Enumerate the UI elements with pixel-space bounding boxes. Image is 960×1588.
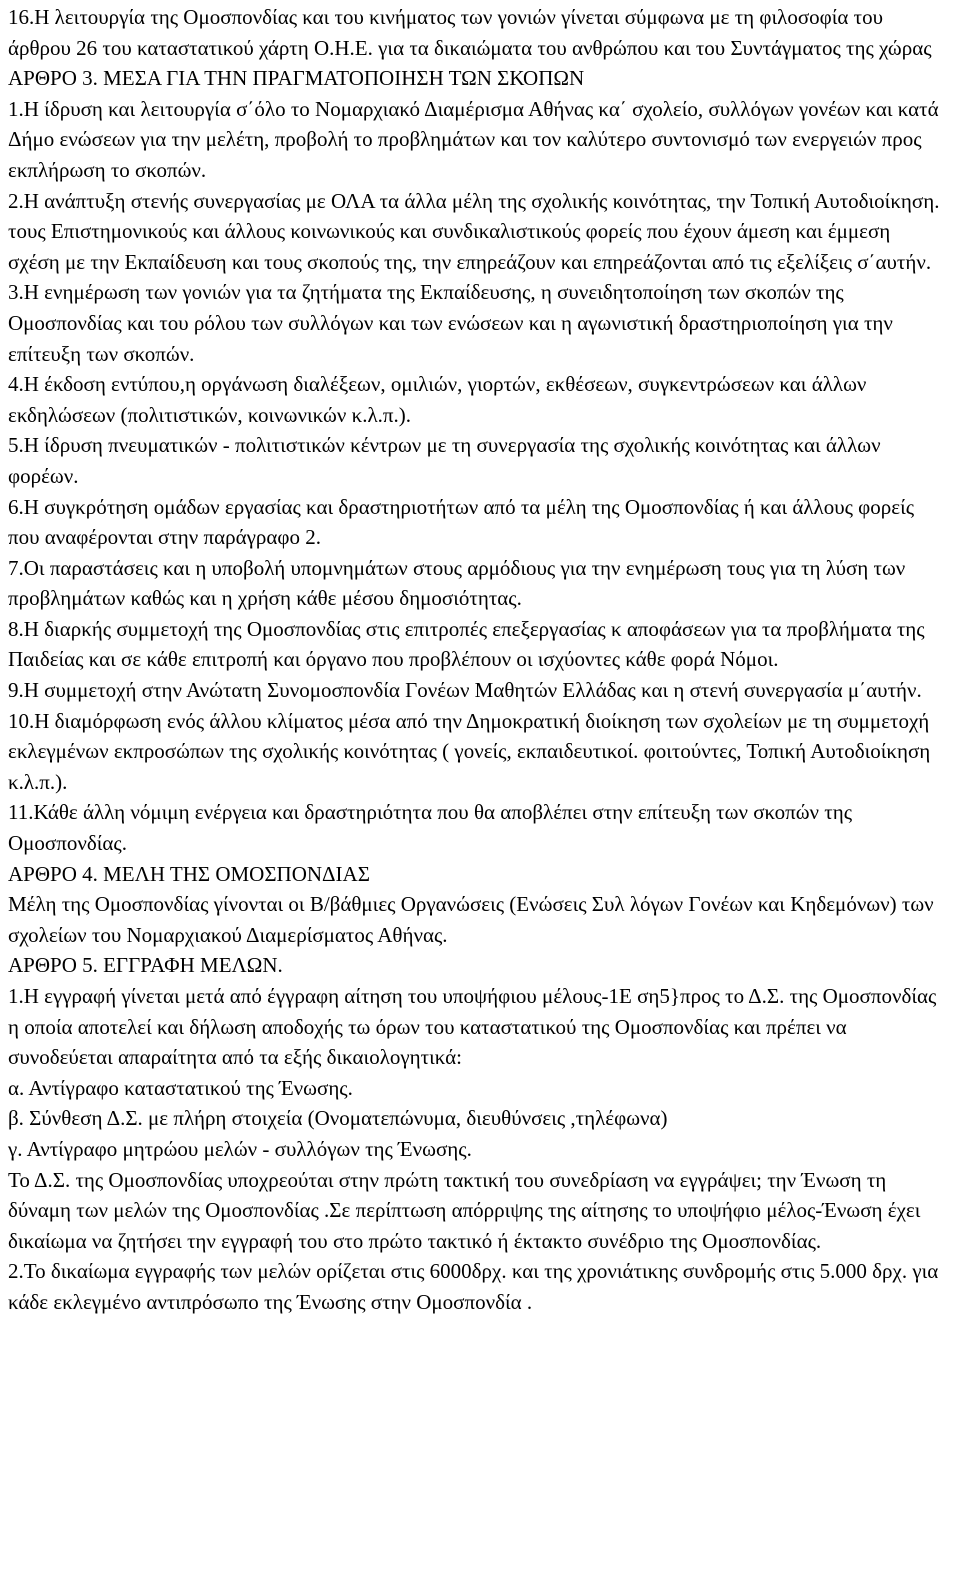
paragraph-3-5: 5.Η ίδρυση πνευματικών - πολιτιστικών κέντρων με τη συνεργασία της σχολικής κοινότητας και άλλων φορέων.	[8, 433, 881, 488]
paragraph-5-2: 2.Το δικαίωμα εγγραφής των μελών ορίζεται στις 6000δρχ. και της χρονιάτικης συνδρομής στις 5.000 δρχ. για κάδε εκλεγμένο αντιπρόσωπο της Ένωσης στην Ομοσπονδία .	[8, 1259, 939, 1314]
paragraph-3-11: 11.Κάθε άλλη νόμιμη ενέργεια και δραστηριότητα που θα αποβλέπει στην επίτευξη των σκοπών της Ομοσπονδίας.	[8, 800, 853, 856]
list-item-a: α. Αντίγραφο καταστατικού της Ένωσης.	[8, 1075, 353, 1100]
heading-article-4: ΑΡΘΡΟ 4. ΜΕΛΗ ΤΗΣ ΟΜΟΣΠΟΝΔΙΑΣ	[8, 861, 370, 886]
heading-article-3: ΑΡΘΡΟ 3. ΜΕΣΑ ΓΙΑ ΤΗΝ ΠΡΑΓΜΑΤΟΠΟΙΗΣΗ ΤΩΝ ΣΚΟΠΩΝ	[8, 66, 585, 91]
paragraph-5-board: Το Δ.Σ. της Ομοσπονδίας υποχρεούται στην πρώτη τακτική του συνεδρίαση να εγγράψει; την Ένωση τη δύναμη των μελών της Ομοσπονδίας .Σε περίπτωση απόρριψης της αίτησης το υποψήφιο μέλος-Ένωση έχει δικαίωμα να ζητήσει την εγγραφή του στο πρώτο τακτικό ή έκτακτο συνέδριο της Ομοσπονδίας.	[8, 1167, 921, 1253]
paragraph-3-4: 4.Η έκδοση εντύπου,η οργάνωση διαλέξεων, ομιλιών, γιορτών, εκθέσεων, συγκεντρώσεων και άλλων εκδηλώσεων (πολιτιστικών, κοινωνικών κ.λ.π.).	[8, 372, 867, 427]
paragraph-3-7: 7.Οι παραστάσεις και η υποβολή υπομνημάτων στους αρμόδιους για την ενημέρωση τους για τη λύση των προβλημάτων καθώς και η χρήση κάθε μέσου δημοσιότητας.	[8, 555, 906, 611]
paragraph-5-1: 1.Η εγγραφή γίνεται μετά από έγγραφη αίτηση του υποψήφιου μέλους-1Ε ση5}προς το Δ.Σ. της Ομοσπονδίας η οποία αποτελεί και δήλωση αποδοχής τω όρων του καταστατικού της Ομοσπονδίας και πρέπει να συνοδεύεται απαραίτητα από τα εξής δικαιολογητικά:	[8, 984, 937, 1070]
paragraph-3-2: 2.Η ανάπτυξη στενής συνεργασίας με ΟΛΑ τα άλλα μέλη της σχολικής κοινότητας, την Τοπική Αυτοδιοίκηση. τους Επιστημονικούς και άλλους κοινωνικούς και συνδικαλιστικούς φορείς που έχουν άμεση και έμμεση σχέση με την Εκπαίδευση και τους σκοπούς της, την επηρεάζουν και επηρεάζονται από τις εξελίξεις σ΄αυτήν.	[8, 188, 940, 274]
list-item-c: γ. Αντίγραφο μητρώου μελών - συλλόγων της Ένωσης.	[8, 1136, 472, 1161]
paragraph-3-10: 10.Η διαμόρφωση ενός άλλου κλίματος μέσα από την Δημοκρατική διοίκηση των σχολείων με τη συμμετοχή εκλεγμένων εκπροσώπων της σχολικής κοινότητας ( γονείς, εκπαιδευτικοί. φοιτούντες, Τοπική Αυτοδιοίκηση κ.λ.π.).	[8, 708, 931, 794]
paragraph-3-1: 1.Η ίδρυση και λειτουργία σ΄όλο το Νομαρχιακό Διαμέρισμα Αθήνας κα΄ σχολείο, συλλόγων γονέων και κατά Δήμο ενώσεων για την μελέτη, προβολή το προβλημάτων και τον καλύτερο συντονισμό των ενεργειών προς εκπλήρωση το σκοπών.	[8, 96, 939, 182]
paragraph-16: 16.Η λειτουργία της Ομοσπονδίας και του κινήματος των γονιών γίνεται σύμφωνα με τη φιλοσοφία του άρθρου 26 του καταστατικού χάρτη Ο.Η.Ε. για τα δικαιώματα του ανθρώπου και του Συντάγματος της χώρας	[8, 5, 932, 60]
paragraph-3-9: 9.Η συμμετοχή στην Ανώτατη Συνομοσπονδία Γονέων Μαθητών Ελλάδας και η στενή συνεργασία μ΄αυτήν.	[8, 678, 922, 703]
paragraph-4-members: Μέλη της Ομοσπονδίας γίνονται οι Β/βάθμιες Οργανώσεις (Ενώσεις Συλ λόγων Γονέων και Κηδεμόνων) των σχολείων του Νομαρχιακού Διαμερίσματος Αθήνας.	[8, 892, 934, 947]
paragraph-3-3: 3.Η ενημέρωση των γονιών για τα ζητήματα της Εκπαίδευσης, η συνειδητοποίηση των σκοπών της Ομοσπονδίας και του ρόλου των συλλόγων και των ενώσεων και η αγωνιστική δραστηριοποίηση για την επίτευξη των σκοπών.	[8, 280, 893, 366]
heading-article-5: ΑΡΘΡΟ 5. ΕΓΓΡΑΦΗ ΜΕΛΩΝ.	[8, 953, 283, 978]
list-item-b: β. Σύνθεση Δ.Σ. με πλήρη στοιχεία (Ονοματεπώνυμα, διευθύνσεις ,τηλέφωνα)	[8, 1106, 668, 1131]
paragraph-3-6: 6.Η συγκρότηση ομάδων εργασίας και δραστηριοτήτων από τα μέλη της Ομοσπονδίας ή και άλλους φορείς που αναφέρονται στην παράγραφο 2.	[8, 494, 915, 550]
paragraph-3-8: 8.Η διαρκής συμμετοχή της Ομοσπονδίας στις επιτροπές επεξεργασίας κ αποφάσεων για τα προβλήματα της Παιδείας και σε κάθε επιτροπή και όργανο που προβλέπουν οι ισχύοντες κάθε φορά Νόμοι.	[8, 616, 925, 672]
